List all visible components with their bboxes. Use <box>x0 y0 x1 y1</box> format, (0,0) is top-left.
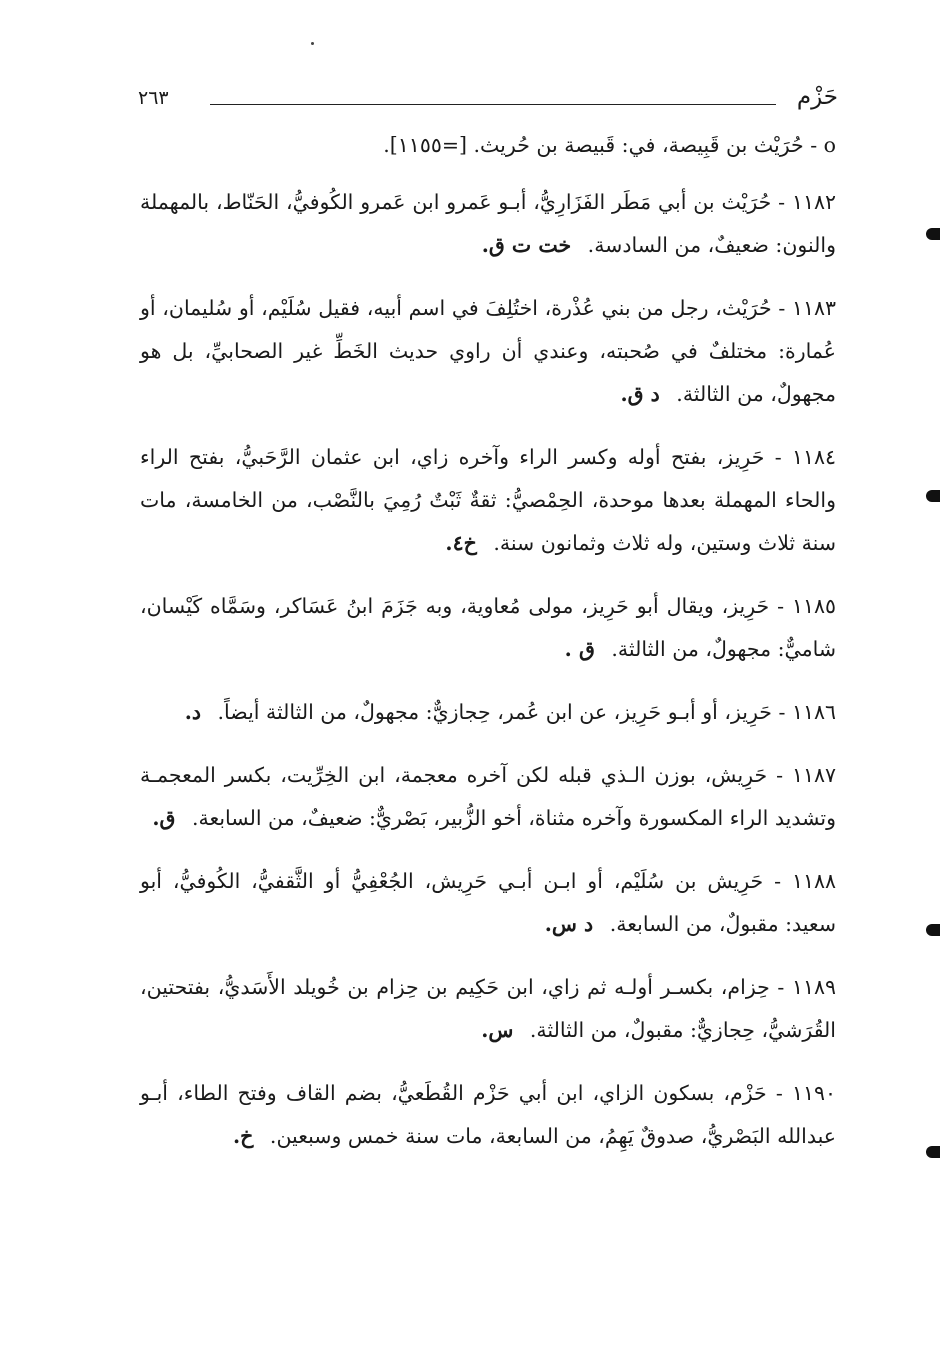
entry-text: ١١٨٧ - حَرِيش، بوزن الـذي قبله لكن آخره معجمة، ابن الخِرِّيت، بكسر المعجمـة وتشديد الراء المكسورة وآخره مثناة، أخو الزُّبير، بَصْريٌّ: ضعيفٌ، من السابعة. <box>140 763 836 830</box>
entry-sigla: د س. <box>544 912 594 936</box>
entry <box>140 181 836 267</box>
entry <box>140 585 836 671</box>
page-number: ٢٦٣ <box>138 87 169 109</box>
entry-text: ١١٨٢ - حُرَيْث بن أبي مَطَر الفَزَارِيُّ، أبـو عَمرو ابن عَمرو الكُوفيُّ، الحَنّاط، بالمهملة والنون: ضعيفٌ، من السادسة. <box>140 190 836 257</box>
entry-text: ١١٨٥ - حَرِيز، ويقال أبو حَرِيز، مولى مُعاوية، وبه جَزَمَ ابنُ عَسَاكر، وسَمَّاه كَيْسان، شاميٌّ: مجهولٌ، من الثالثة. <box>140 594 836 661</box>
running-title: حَزْم <box>796 84 838 110</box>
entry-sigla: د ق. <box>620 382 660 406</box>
page-header <box>138 82 838 116</box>
thumb-index-mark <box>926 490 940 502</box>
entry-sigla: خ٤. <box>445 531 477 555</box>
entry <box>140 124 836 167</box>
entry-text: ο - حُرَيْث بن قَبِيصة، في: قَبيصة بن حُريث. [=١١٥٥]. <box>383 133 836 157</box>
entry-sigla: ق . <box>564 637 595 661</box>
entry-text: ١١٨٨ - حَرِيش بن سُلَيْم، أو ابـن أبـي حَرِيش، الجُعْفِيُّ أو الثَّقفيُّ، الكُوفيُّ، أبو سعيد: مقبولٌ، من السابعة. <box>140 869 836 936</box>
entry-text: ١١٨٣ - حُرَيْث، رجل من بني عُذْرة، اختُلِفَ في اسم أبيه، فقيل سُلَيْم، أو سُليمان، أو عُمارة: مختلفٌ في صُحبته، وعندي أن راوي حديث الخَطِّ غير الصحابيِّ، بل هو مجهولٌ، من الثالثة. <box>140 296 836 406</box>
entry-sigla: خ. <box>233 1124 254 1148</box>
entry-text: ١١٨٩ - حِزام، بكسـر أولـه ثم زاي، ابن حَكِيم بن حِزام بن خُويلد الأَسَديُّ، بفتحتين، القُرَشيُّ، حِجازيٌّ: مقبولٌ، من الثالثة. <box>140 975 836 1042</box>
entry-sigla: د. <box>184 700 201 724</box>
entry <box>140 436 836 565</box>
header-rule <box>210 104 776 105</box>
entry-sigla: خت ت ق. <box>481 233 572 257</box>
entry-sigla: س. <box>481 1018 514 1042</box>
print-speck <box>311 42 314 45</box>
entry <box>140 287 836 416</box>
entry <box>140 691 836 734</box>
entry <box>140 860 836 946</box>
entry <box>140 966 836 1052</box>
entries-list <box>140 124 836 1178</box>
thumb-index-mark <box>926 1146 940 1158</box>
entry-sigla: ق. <box>152 806 176 830</box>
entry <box>140 754 836 840</box>
entry-text: ١١٨٤ - حَرِيز، بفتح أوله وكسر الراء وآخره زاي، ابن عثمان الرَّحَبيُّ، بفتح الراء والحاء المهملة بعدها موحدة، الحِمْصيُّ: ثقةٌ ثَبْتٌ رُمِيَ بالنَّصْب، من الخامسة، مات سنة ثلاث وستين، وله ثلاث وثمانون سنة. <box>140 445 836 555</box>
entry-text: ١١٩٠ - حَزْم، بسكون الزاي، ابن أبي حَزْم القُطَعيُّ، بضم القاف وفتح الطاء، أبـو عبدالله البَصْريُّ، صدوقٌ يَهِمُ، من السابعة، مات سنة خمس وسبعين. <box>140 1081 836 1148</box>
thumb-index-mark <box>926 228 940 240</box>
thumb-index-mark <box>926 924 940 936</box>
entry <box>140 1072 836 1158</box>
entry-text: ١١٨٦ - حَرِيز، أو أبـو حَرِيز، عن ابن عُمر، حِجازيٌّ: مجهولٌ، من الثالثة أيضاً. <box>217 700 836 724</box>
